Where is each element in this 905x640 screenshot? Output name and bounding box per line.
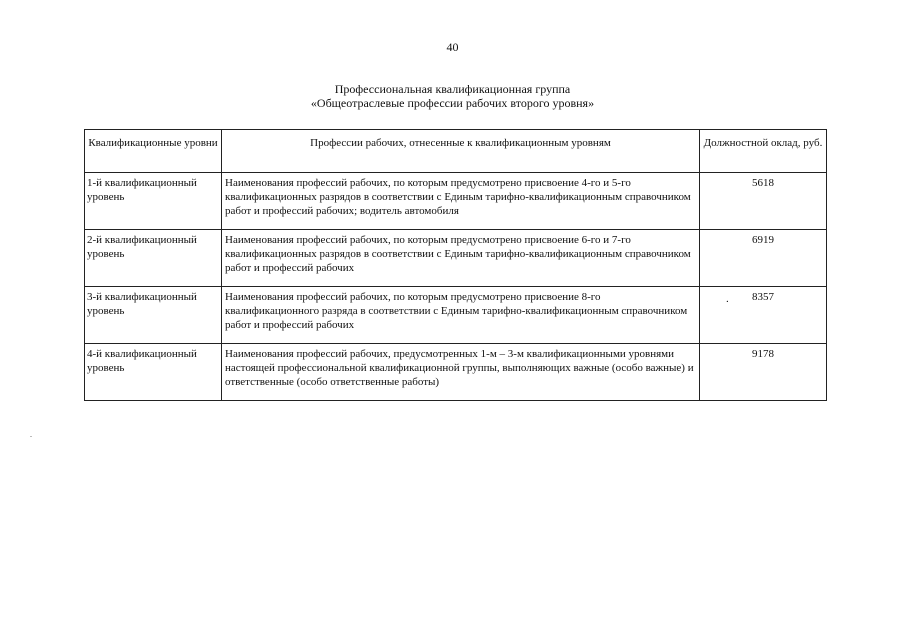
title-line-2: «Общеотраслевые профессии рабочих второго уровня» xyxy=(310,96,595,110)
table-row xyxy=(85,344,827,401)
title-line-1: Профессиональная квалификационная группа xyxy=(334,82,571,96)
salary-cell xyxy=(700,287,827,344)
salary-cell xyxy=(700,173,827,230)
scan-artifact xyxy=(30,436,32,437)
table-row xyxy=(85,173,827,230)
level-cell: 3-й квалификационный уровень xyxy=(85,287,222,344)
qualification-table xyxy=(84,129,827,401)
salary-value: 8357 xyxy=(752,291,774,303)
scan-dot-mark: . xyxy=(726,293,729,305)
professions-cell: Наименования профессий рабочих, предусмотренных 1-м – 3-м квалификационными уровнями настоящей профессиональной квалификационной группы, выполняющих важные (особо важные) и ответственные (особо ответственные работы) xyxy=(222,344,700,401)
salary-cell xyxy=(700,230,827,287)
table-row xyxy=(85,230,827,287)
header-professions: Профессии рабочих, отнесенные к квалификационным уровням xyxy=(222,130,700,173)
level-cell: 1-й квалификационный уровень xyxy=(85,173,222,230)
table-row xyxy=(85,287,827,344)
professions-cell: Наименования профессий рабочих, по которым предусмотрено присвоение 6-го и 7-го квалификационных разрядов в соответствии с Единым тарифно-квалификационным справочником работ и профессий рабочих xyxy=(222,230,700,287)
professions-cell: Наименования профессий рабочих, по которым предусмотрено присвоение 4-го и 5-го квалификационных разрядов в соответствии с Единым тарифно-квалификационным справочником работ и профессий рабочих; водитель автомобиля xyxy=(222,173,700,230)
page-number: 40 xyxy=(446,40,459,54)
header-salary: Должностной оклад, руб. xyxy=(700,130,827,173)
salary-value: 6919 xyxy=(752,234,774,246)
salary-value: 9178 xyxy=(752,348,774,360)
page-title xyxy=(0,82,905,110)
salary-value: 5618 xyxy=(752,177,774,189)
salary-cell xyxy=(700,344,827,401)
table-header-row xyxy=(85,130,827,173)
level-cell: 2-й квалификационный уровень xyxy=(85,230,222,287)
header-level: Квалификационные уровни xyxy=(85,130,222,173)
level-cell: 4-й квалификационный уровень xyxy=(85,344,222,401)
professions-cell: Наименования профессий рабочих, по которым предусмотрено присвоение 8-го квалификационного разряда в соответствии с Единым тарифно-квалификационным справочником работ и профессий рабочих xyxy=(222,287,700,344)
